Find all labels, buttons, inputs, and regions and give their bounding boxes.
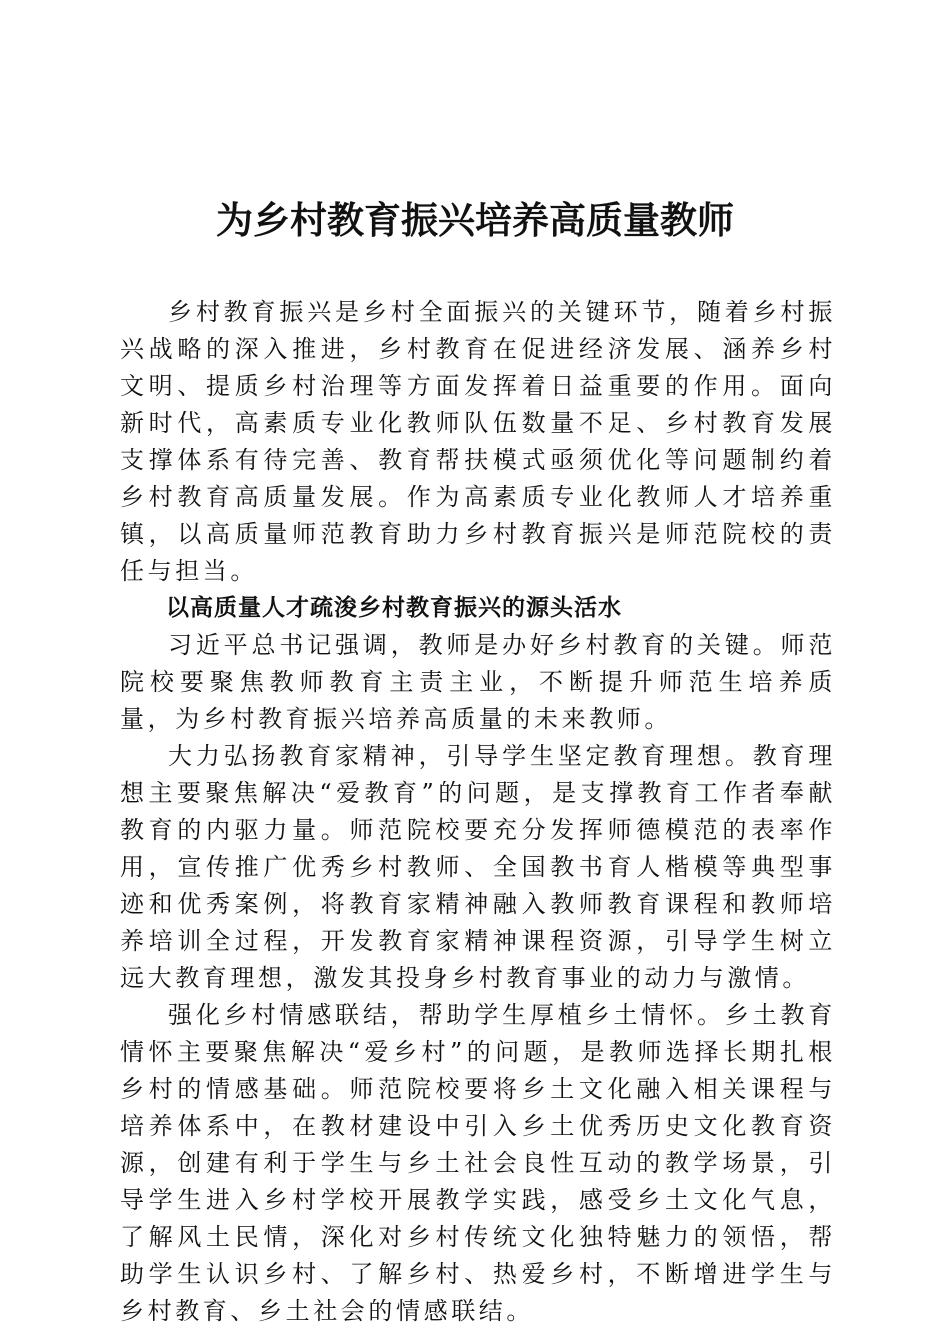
section-heading: 以高质量人才疏浚乡村教育振兴的源头活水: [166, 595, 622, 621]
body-paragraph: 强化乡村情感联结，帮助学生厚植乡土情怀。乡土教育情怀主要聚焦解决“爱乡村”的问题，是教师选择长期扎根乡村的情感基础。师范院校要将乡土文化融入相关课程与培养体系中，在教材建设中引入乡土优秀历史文化教育资源，创建有利于学生与乡土社会良性互动的教学场景，引导学生进入乡村学校开展教学实践，感受乡土文化气息，了解风土民情，深化对乡村传统文化独特魅力的领悟，帮助学生认识乡村、了解乡村、热爱乡村，不断增进学生与乡村教育、乡土社会的情感联结。: [120, 1001, 836, 1325]
body-paragraph: 习近平总书记强调，教师是办好乡村教育的关键。师范院校要聚焦教师教育主责主业，不断提升师范生培养质量，为乡村教育振兴培养高质量的未来教师。: [120, 631, 836, 733]
intro-paragraph: 乡村教育振兴是乡村全面振兴的关键环节，随着乡村振兴战略的深入推进，乡村教育在促进经济发展、涵养乡村文明、提质乡村治理等方面发挥着日益重要的作用。面向新时代，高素质专业化教师队伍数量不足、乡村教育发展支撑体系有待完善、教育帮扶模式亟须优化等问题制约着乡村教育高质量发展。作为高素质专业化教师人才培养重镇，以高质量师范教育助力乡村教育振兴是师范院校的责任与担当。: [120, 298, 836, 585]
page-title: 为乡村教育振兴培养高质量教师: [216, 198, 734, 242]
body-paragraph: 大力弘扬教育家精神，引导学生坚定教育理想。教育理想主要聚焦解决“爱教育”的问题，是支撑教育工作者奉献教育的内驱力量。师范院校要充分发挥师德模范的表率作用，宣传推广优秀乡村教师、全国教书育人楷模等典型事迹和优秀案例，将教育家精神融入教师教育课程和教师培养培训全过程，开发教育家精神课程资源，引导学生树立远大教育理想，激发其投身乡村教育事业的动力与激情。: [120, 742, 836, 992]
article-body: [120, 294, 836, 1330]
